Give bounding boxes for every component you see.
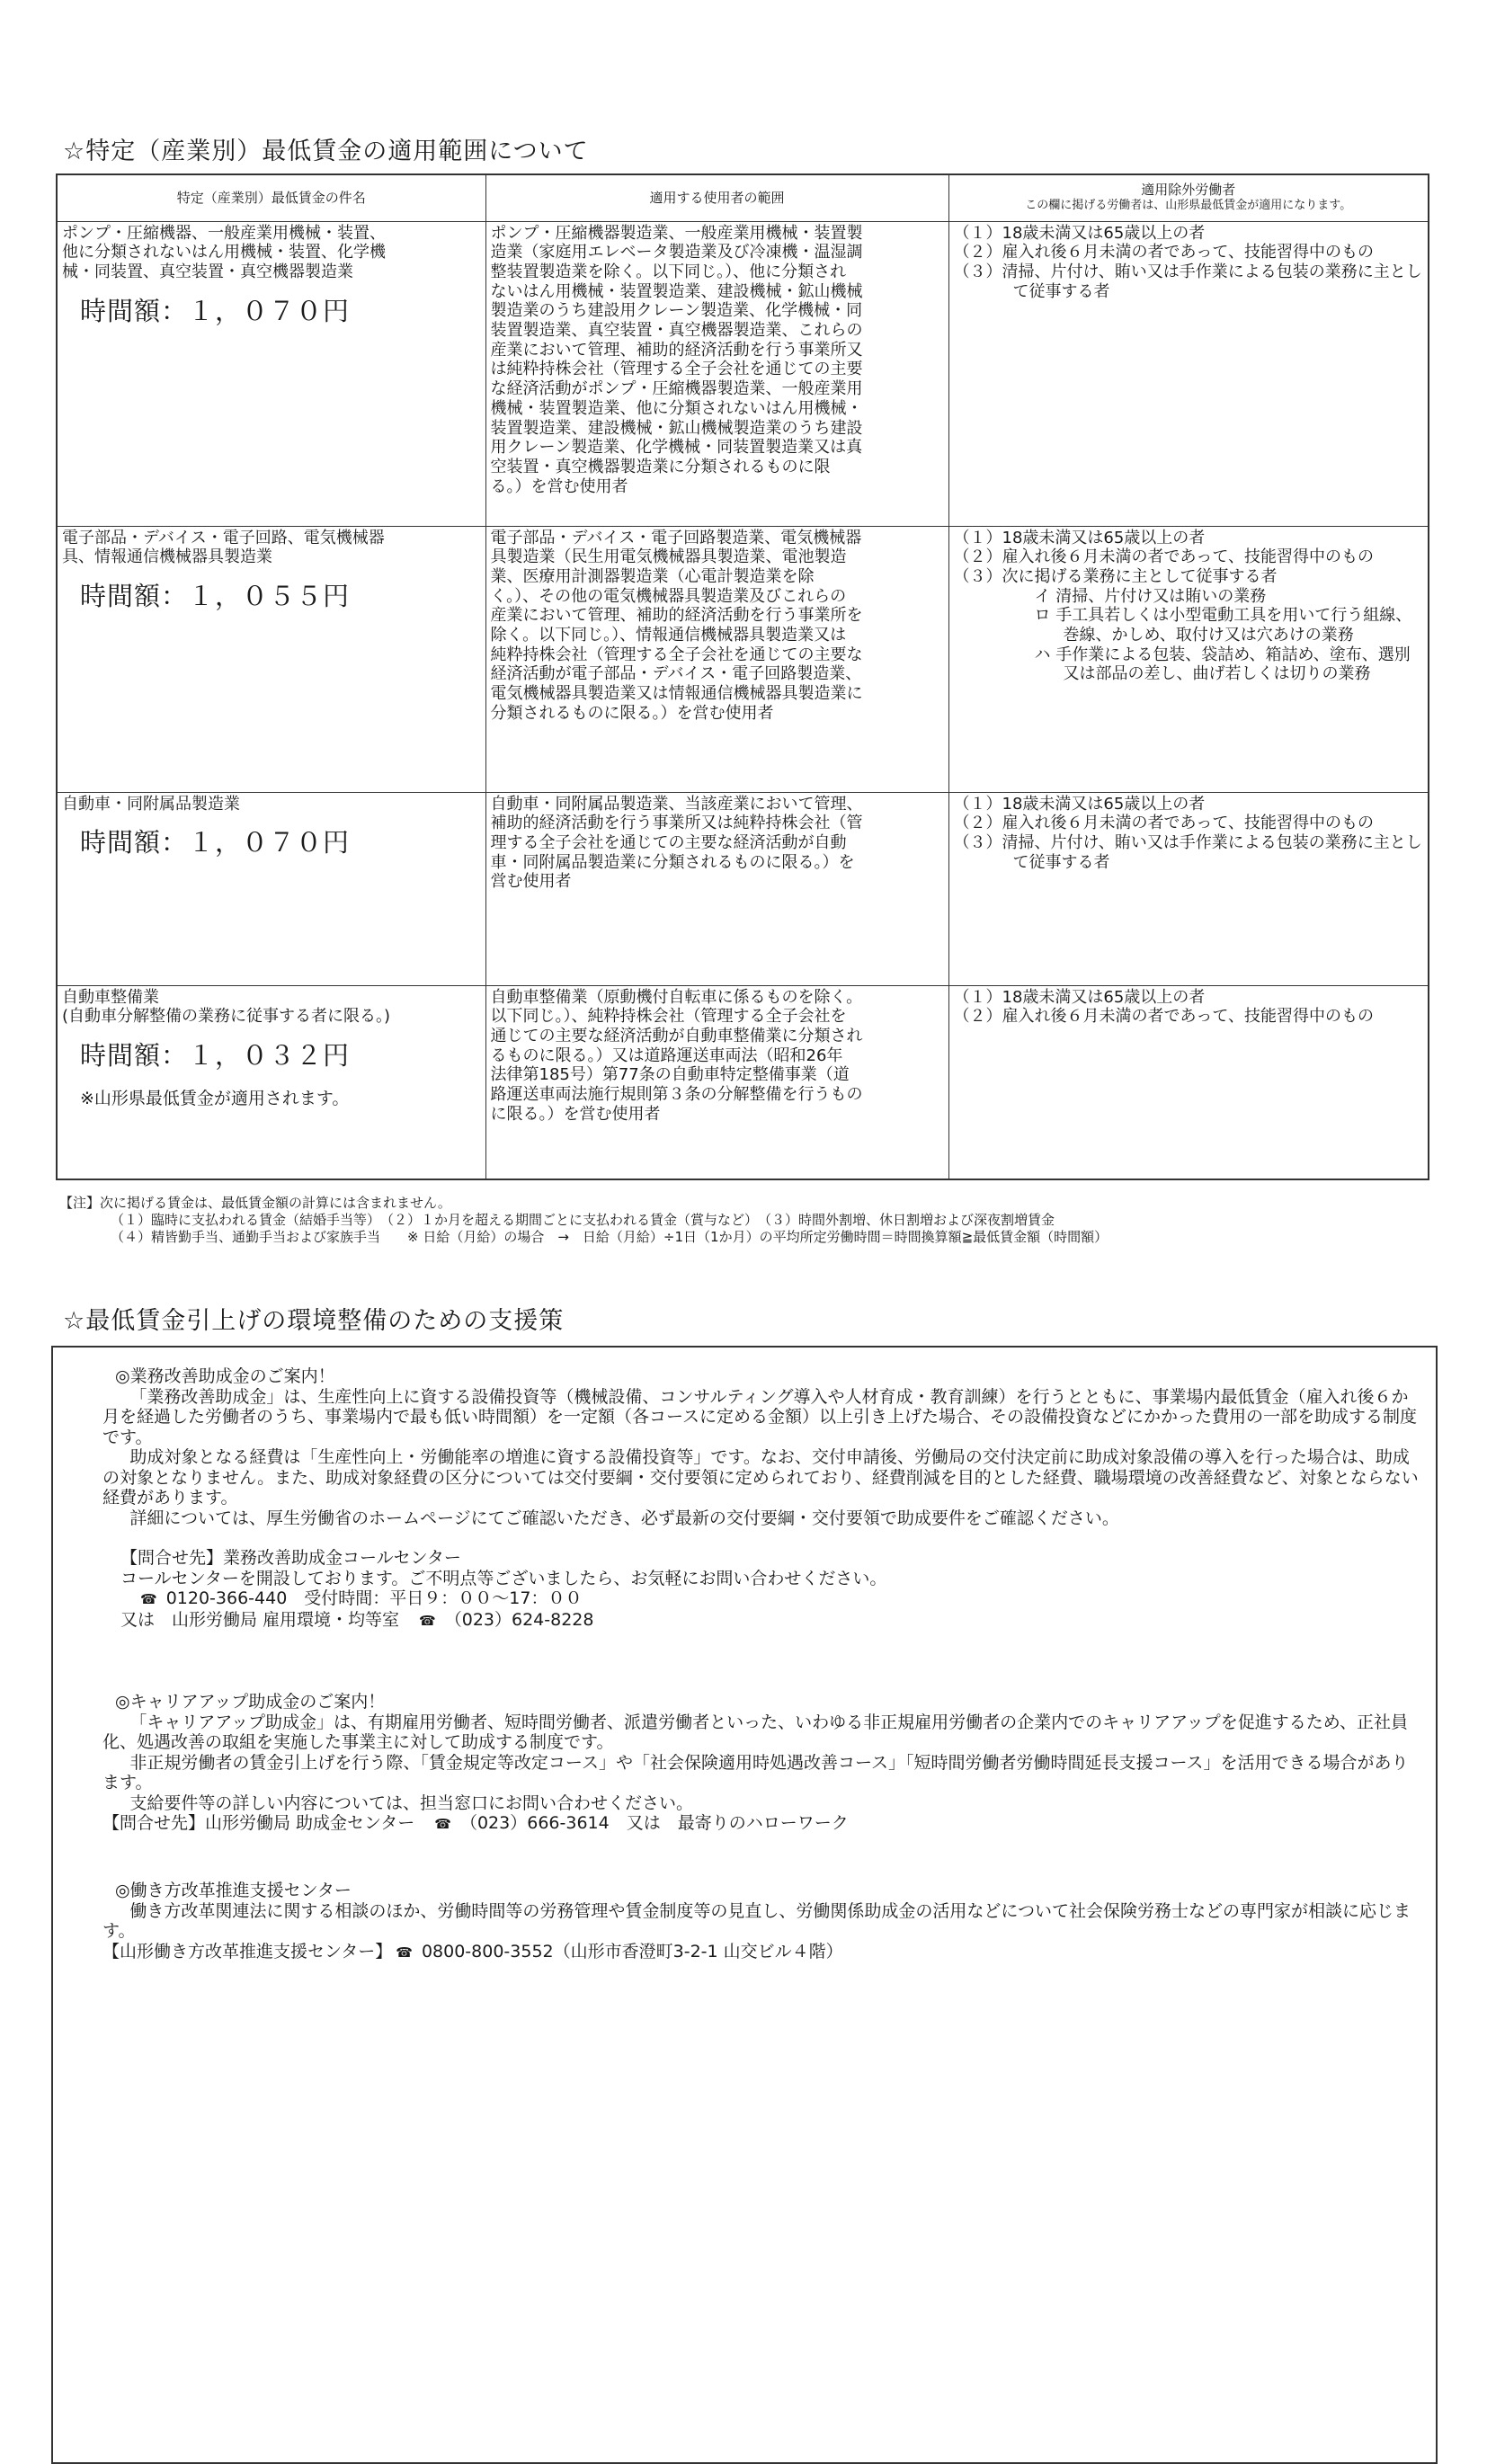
exclusion-item: （１）18歳未満又は65歳以上の者 [953, 794, 1206, 814]
exclusion-item: （３）次に掲げる業務に主として従事する者 [953, 566, 1278, 586]
alt-contact-phone: （023）624-8228 [444, 1609, 594, 1630]
contact-description: コールセンターを開設しております。ご不明点等ございましたら、お気軽にお問い合わせください。 [120, 1568, 887, 1588]
exclusion-subitem: ハ 手作業による包装、袋詰め、箱詰め、塗布、選別又は部品の差し、曲げ若しくは切りの業務 [1034, 645, 1411, 684]
footnote [59, 1195, 1444, 1246]
exclusion-item: （１）18歳未満又は65歳以上の者 [953, 223, 1206, 243]
minimum-wage-table [56, 173, 1429, 1180]
support-measures-box [51, 1346, 1438, 2464]
wage-name-cell [57, 221, 485, 526]
contact-phone: （023）666-3614 又は 最寄りのハローワーク [459, 1813, 849, 1833]
header-employer-scope: 適用する使用者の範囲 [485, 174, 948, 221]
gyomu-kaizen-paragraph: 助成対象となる経費は「生産性向上・労働能率の増進に資する設備投資等」です。なお、交付申請後、労働局の交付決定前に助成対象設備の導入を行った場合は、助成の対象となりません。また、助成対象経費の区分については交付要綱・交付要領に定められており、経費削減を目的とした経費、職場環境の改善経費など、対象とならない経費があります。 [102, 1447, 1419, 1508]
gyomu-kaizen-paragraph: 詳細については、厚生労働省のホームページにてご確認いただき、必ず最新の交付要綱・交付要領で助成要件をご確認ください。 [129, 1508, 1119, 1528]
table-row [57, 221, 1429, 526]
phone-icon: ☎ [434, 1816, 451, 1832]
table-row [57, 526, 1429, 792]
gyomu-kaizen-heading: ◎業務改善助成金のご案内！ [115, 1366, 335, 1386]
exclusion-item: （１）18歳未満又は65歳以上の者 [953, 987, 1206, 1007]
exclusion-item: （１）18歳未満又は65歳以上の者 [953, 528, 1206, 547]
contact-phone-line [120, 1588, 1424, 1610]
phone-icon: ☎ [419, 1612, 436, 1629]
footnote-items-1: （１）臨時に支払われる賃金（結婚手当等） （２）１か月を超える期間ごとに支払われる賃金（賞与など） （３）時間外割増、休日割増および深夜割増賃金 [111, 1212, 1055, 1228]
hatarakikata-paragraph: 働き方改革関連法に関する相談のほか、労働時間等の労務管理や賃金制度等の見直し、労働関係助成金の活用などについて社会保険労務士などの専門家が相談に応じます。 [102, 1900, 1411, 1941]
exclusion-item: （３）清掃、片付け、賄い又は手作業による包装の業務に主として従事する者 [953, 262, 1422, 301]
gyomu-kaizen-paragraph: 「業務改善助成金」は、生産性向上に資する設備投資等（機械設備、コンサルティング導入や人材育成・教育訓練）を行うとともに、事業場内最低賃金（雇入れ後６か月を経過した労働者のうち、事業場内で最も低い時間額）を一定額（各コースに定める金額）以上引き上げた場合、その設備投資などにかかった費用の一部を助成する制度です。 [102, 1386, 1418, 1447]
career-up-paragraph: 「キャリアアップ助成金」は、有期雇用労働者、短時間労働者、派遣労働者といった、いわゆる非正規雇用労働者の企業内でのキャリアアップを促進するため、正社員化、処遇改善の取組を実施した事業主に対して助成する制度です。 [102, 1712, 1408, 1752]
exclusion-item: （２）雇入れ後６月未満の者であって、技能習得中のもの [953, 1007, 1374, 1027]
hourly-wage: 時間額：１，０３２円 [80, 1039, 351, 1071]
hatarakikata-contact [102, 1942, 1424, 1963]
exclusion-subitem: イ 清掃、片付け又は賄いの業務 [1034, 586, 1267, 606]
exclusion-item: （２）雇入れ後６月未満の者であって、技能習得中のもの [953, 243, 1374, 262]
industry-name: 電子部品・デバイス・電子回路、電気機械器 具、情報通信機械器具製造業 [62, 528, 385, 567]
hourly-wage: 時間額：１，０５５円 [80, 580, 351, 611]
industry-name: 自動車・同附属品製造業 [62, 794, 240, 814]
hourly-wage: 時間額：１，０７０円 [80, 827, 351, 858]
exclusion-item: （３）清掃、片付け、賄い又は手作業による包装の業務に主として従事する者 [953, 832, 1422, 872]
exclusion-item: （２）雇入れ後６月未満の者であって、技能習得中のもの [953, 547, 1374, 567]
wage-name-cell [57, 526, 485, 792]
header-wage-name: 特定（産業別）最低賃金の件名 [57, 174, 485, 221]
contact-phone-line [120, 1610, 1424, 1632]
exclusion-cell [948, 526, 1429, 792]
career-up-contact [102, 1813, 1424, 1835]
call-center-phone: 0120-366-440 受付時間：平日９：００～17：００ [165, 1588, 583, 1608]
employer-scope-cell [485, 221, 948, 526]
section-title-scope: ☆特定（産業別）最低賃金の適用範囲について [63, 138, 589, 165]
employer-scope-text: ポンプ・圧縮機器製造業、一般産業用機械・装置製 造業（家庭用エレベータ製造業及び冷凍機・温湿調 整装置製造業を除く。以下同じ。）、他に分類され ないはん用機械・装置製造業、建設機械・鉱山機械 製造業のうち建設用クレーン製造業、化学機械・同 装置製造業、真空装置・真空機器製造業、これらの 産業において管理、補助的経済活動を行う事業所又 は純粋持株会社（管理する全子会社を通じての主要 な経済活動がポンプ・圧縮機器製造業、一般産業用 機械・装置製造業、他に分類されないはん用機械・ 装置製造業、建設機械・鉱山機械製造業のうち建設 用クレーン製造業、化学機械・同装置製造業又は真 空装置・真空機器製造業に分類されるものに限 る。）を営む使用者 [490, 223, 863, 496]
career-up-paragraph: 非正規労働者の賃金引上げを行う際、「賃金規定等改定コース」や「社会保険適用時処遇改善コース」「短時間労働者労働時間延長支援コース」を活用できる場合があります。 [102, 1752, 1409, 1792]
footnote-intro: 【注】次に掲げる賃金は、最低賃金額の計算には含まれません。 [59, 1195, 451, 1211]
exclusion-cell [948, 985, 1429, 1179]
employer-scope-cell [485, 985, 948, 1179]
table-row [57, 792, 1429, 985]
phone-icon: ☎ [140, 1591, 157, 1607]
employer-scope-text: 電子部品・デバイス・電子回路製造業、電気機械器 具製造業（民生用電気機械器具製造業、電池製造 業、医療用計測器製造業（心電計製造業を除 く。）、その他の電気機械器具製造業及びこれらの 産業において管理、補助的経済活動を行う事業所を 除く。以下同じ。）、情報通信機械器具製造業又は 純粋持株会社（管理する全子会社を通じての主要な 経済活動が電子部品・デバイス・電子回路製造業、 電気機械器具製造業又は情報通信機械器具製造業に 分類されるものに限る。）を営む使用者 [490, 528, 863, 723]
applies-note: ※山形県最低賃金が適用されます。 [80, 1088, 350, 1108]
phone-icon: ☎ [396, 1944, 413, 1961]
exclusion-item: （２）雇入れ後６月未満の者であって、技能習得中のもの [953, 814, 1374, 833]
contact-phone: 0800-800-3552（山形市香澄町3-2-1 山交ビル４階） [421, 1941, 843, 1961]
exclusion-cell [948, 221, 1429, 526]
header-excluded-title: 適用除外労働者 [1141, 182, 1236, 199]
career-up-heading: ◎キャリアアップ助成金のご案内！ [115, 1692, 386, 1712]
hatarakikata-block [102, 1881, 1424, 1962]
career-up-block [102, 1692, 1424, 1835]
industry-name: 自動車整備業 (自動車分解整備の業務に従事する者に限る。) [62, 987, 391, 1027]
employer-scope-text: 自動車・同附属品製造業、当該産業において管理、 補助的経済活動を行う事業所又は純粋持株会社（管 理する全子会社を通じての主要な経済活動が自動 車・同附属品製造業に分類されるものに限る。）を 営む使用者 [490, 794, 863, 892]
wage-name-cell [57, 985, 485, 1179]
gyomu-kaizen-block [102, 1366, 1424, 1631]
contact-office: 【問合せ先】山形労働局 助成金センター [102, 1813, 415, 1833]
employer-scope-text: 自動車整備業（原動機付自転車に係るものを除く。 以下同じ。）、純粋持株会社（管理する全子会社を 通じての主要な経済活動が自動車整備業に分類され るものに限る。）又は道路運送車両法（昭和26年 法律第185号）第77条の自動車特定整備事業（道 路運送車両法施行規則第３条の分解整備を行うもの に限る。）を営む使用者 [490, 987, 863, 1124]
gyomu-kaizen-contact [120, 1548, 1424, 1631]
exclusion-subitem: ロ 手工具若しくは小型電動工具を用いて行う組線、巻線、かしめ、取付け又は穴あけの業務 [1034, 606, 1412, 645]
hourly-wage: 時間額：１，０７０円 [80, 295, 351, 326]
table-row [57, 985, 1429, 1179]
employer-scope-cell [485, 792, 948, 985]
industry-name: ポンプ・圧縮機器、一般産業用機械・装置、 他に分類されないはん用機械・装置、化学機 械・同装置、真空装置・真空機器製造業 [62, 223, 386, 281]
wage-name-cell [57, 792, 485, 985]
header-excluded-workers [948, 174, 1429, 221]
header-excluded-subtitle: この欄に掲げる労働者は、山形県最低賃金が適用になります。 [1025, 199, 1352, 213]
section-title-support: ☆最低賃金引上げの環境整備のための支援策 [63, 1307, 565, 1335]
footnote-items-2: （４）精皆勤手当、通勤手当および家族手当 ※ 日給（月給）の場合 → 日給（月給）÷1日（1か月）の平均所定労働時間＝時間換算額≧最低賃金額（時間額） [111, 1229, 1109, 1245]
alt-contact-office: 又は 山形労働局 雇用環境・均等室 [120, 1609, 400, 1630]
contact-office: 【山形働き方改革推進支援センター】 [102, 1941, 393, 1961]
career-up-paragraph: 支給要件等の詳しい内容については、担当窓口にお問い合わせください。 [129, 1792, 694, 1813]
hatarakikata-heading: ◎働き方改革推進支援センター [115, 1881, 352, 1900]
contact-title: 【問合せ先】業務改善助成金コールセンター [120, 1548, 461, 1568]
exclusion-cell [948, 792, 1429, 985]
employer-scope-cell [485, 526, 948, 792]
